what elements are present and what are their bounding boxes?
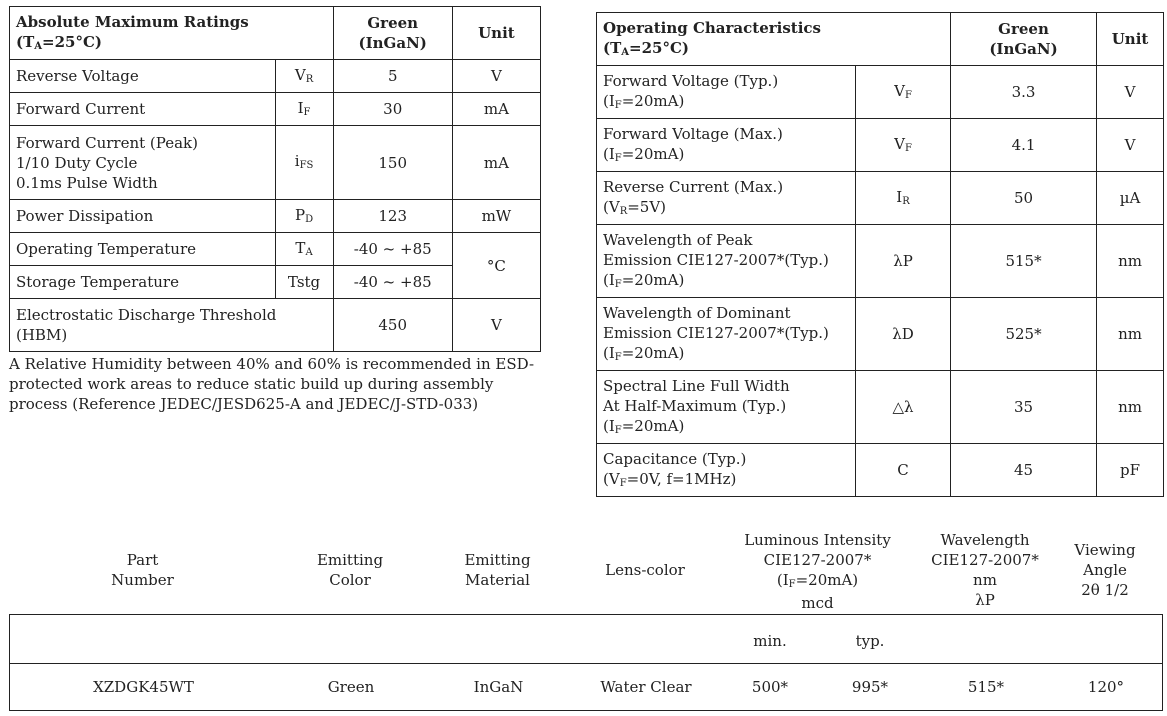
- symbol-cell: $i_{FS}$: [275, 126, 333, 200]
- amr-title-cell: [10, 7, 334, 60]
- amr-title: Absolute Maximum Ratings: [16, 12, 249, 31]
- value-cell: 35: [951, 371, 1097, 444]
- table-row: [10, 126, 541, 200]
- param-cell: Forward Voltage (Typ.) $(I_F=20mA)$: [597, 66, 856, 119]
- symbol-cell: $I_F$: [275, 93, 333, 126]
- param-cell: Reverse Voltage: [10, 60, 276, 93]
- luminous-min-cell: 500*: [751, 678, 789, 696]
- unit-cell: nm: [1097, 371, 1164, 444]
- symbol-cell: Tstg: [275, 266, 333, 299]
- part-number-cell: XZDGK45WT: [93, 678, 194, 696]
- absolute-maximum-ratings-table: [9, 6, 541, 352]
- param-cell: Reverse Current (Max.) $(V_R=5V)$: [597, 172, 856, 225]
- param-cell: Storage Temperature: [10, 266, 276, 299]
- value-cell: 525*: [951, 298, 1097, 371]
- table-row: [10, 200, 541, 233]
- table-row: [597, 444, 1164, 497]
- subheader-typ: typ.: [855, 632, 885, 650]
- header-viewing-angle: Viewing Angle 2θ 1/2: [1074, 541, 1136, 599]
- oc-col-green: Green (InGaN): [951, 13, 1097, 66]
- param-cell: Electrostatic Discharge Threshold (HBM): [10, 299, 334, 352]
- table-row: [597, 172, 1164, 225]
- emitting-color-cell: Green: [327, 678, 375, 696]
- value-cell: 515*: [951, 225, 1097, 298]
- unit-cell: nm: [1097, 298, 1164, 371]
- oc-condition: $(T_A=25^\circ C)$: [603, 38, 690, 58]
- table-row: [597, 225, 1164, 298]
- unit-cell: V: [1097, 119, 1164, 172]
- emitting-material-cell: InGaN: [473, 678, 524, 696]
- symbol-cell: $P_D$: [275, 200, 333, 233]
- table-row: [10, 60, 541, 93]
- subheader-min: min.: [753, 632, 787, 650]
- header-emitting-material: Emitting Material: [464, 551, 531, 589]
- param-cell: Forward Current (Peak) 1/10 Duty Cycle 0.1ms Pulse Width: [10, 126, 276, 200]
- amr-condition: $(T_A=25^\circ C)$: [16, 32, 103, 52]
- unit-cell: V: [452, 60, 540, 93]
- table-row: [10, 233, 541, 266]
- symbol-cell: $V_F$: [856, 119, 951, 172]
- param-cell: Operating Temperature: [10, 233, 276, 266]
- unit-cell: mW: [452, 200, 540, 233]
- oc-title: Operating Characteristics: [603, 18, 822, 37]
- unit-cell: µA: [1097, 172, 1164, 225]
- table-row: [597, 66, 1164, 119]
- table-row: [10, 93, 541, 126]
- symbol-cell: $I_R$: [856, 172, 951, 225]
- param-cell: Wavelength of Dominant Emission CIE127-2007*(Typ.) $(I_F=20mA)$: [597, 298, 856, 371]
- value-cell: 4.1: [951, 119, 1097, 172]
- symbol-cell: C: [856, 444, 951, 497]
- row-divider: [10, 663, 1162, 664]
- value-cell: 50: [951, 172, 1097, 225]
- symbol-cell: △λ: [856, 371, 951, 444]
- table-row: [597, 298, 1164, 371]
- oc-title-cell: [597, 13, 951, 66]
- value-cell: -40 ~ +85: [333, 233, 452, 266]
- table-row: [10, 299, 541, 352]
- amr-col-unit: Unit: [452, 7, 540, 60]
- operating-characteristics-table: [596, 12, 1164, 497]
- symbol-cell: $T_A$: [275, 233, 333, 266]
- part-number-table: [9, 614, 1163, 711]
- value-cell: 45: [951, 444, 1097, 497]
- value-cell: 3.3: [951, 66, 1097, 119]
- value-cell: 450: [333, 299, 452, 352]
- header-part-number: Part Number: [111, 551, 174, 589]
- param-cell: Spectral Line Full Width At Half-Maximum (Typ.) $(I_F=20mA)$: [597, 371, 856, 444]
- header-luminous-intensity: Luminous Intensity CIE127-2007* $(I_F=20mA)$ mcd: [744, 531, 891, 612]
- value-cell: -40 ~ +85: [333, 266, 452, 299]
- header-wavelength: Wavelength CIE127-2007* nm λP: [931, 531, 1039, 609]
- symbol-cell: $V_R$: [275, 60, 333, 93]
- luminous-typ-cell: 995*: [851, 678, 889, 696]
- param-cell: Forward Voltage (Max.) $(I_F=20mA)$: [597, 119, 856, 172]
- unit-cell: mA: [452, 93, 540, 126]
- param-cell: Power Dissipation: [10, 200, 276, 233]
- symbol-cell: λD: [856, 298, 951, 371]
- unit-cell: V: [1097, 66, 1164, 119]
- unit-cell: V: [452, 299, 540, 352]
- lens-color-cell: Water Clear: [600, 678, 692, 696]
- unit-cell: mA: [452, 126, 540, 200]
- param-cell: Wavelength of Peak Emission CIE127-2007*(Typ.) $(I_F=20mA)$: [597, 225, 856, 298]
- symbol-cell: $V_F$: [856, 66, 951, 119]
- param-cell: Forward Current: [10, 93, 276, 126]
- header-lens-color: Lens-color: [605, 561, 685, 579]
- table-row: [597, 119, 1164, 172]
- value-cell: 150: [333, 126, 452, 200]
- param-cell: Capacitance (Typ.) ($V_F=0V$, f=1MHz): [597, 444, 856, 497]
- unit-cell: °C: [452, 233, 540, 299]
- oc-col-unit: Unit: [1097, 13, 1164, 66]
- value-cell: 30: [333, 93, 452, 126]
- table-row: [597, 371, 1164, 444]
- symbol-cell: λP: [856, 225, 951, 298]
- unit-cell: nm: [1097, 225, 1164, 298]
- unit-cell: pF: [1097, 444, 1164, 497]
- viewing-angle-cell: 120°: [1087, 678, 1125, 696]
- value-cell: 5: [333, 60, 452, 93]
- value-cell: 123: [333, 200, 452, 233]
- wavelength-cell: 515*: [967, 678, 1005, 696]
- amr-col-green: Green (InGaN): [333, 7, 452, 60]
- header-emitting-color: Emitting Color: [316, 551, 384, 589]
- humidity-note: A Relative Humidity between 40% and 60% is recommended in ESD-protected work areas to reduce static build up during assembly process (Reference JEDEC/JESD625-A and JEDEC/J-STD-033): [9, 355, 535, 413]
